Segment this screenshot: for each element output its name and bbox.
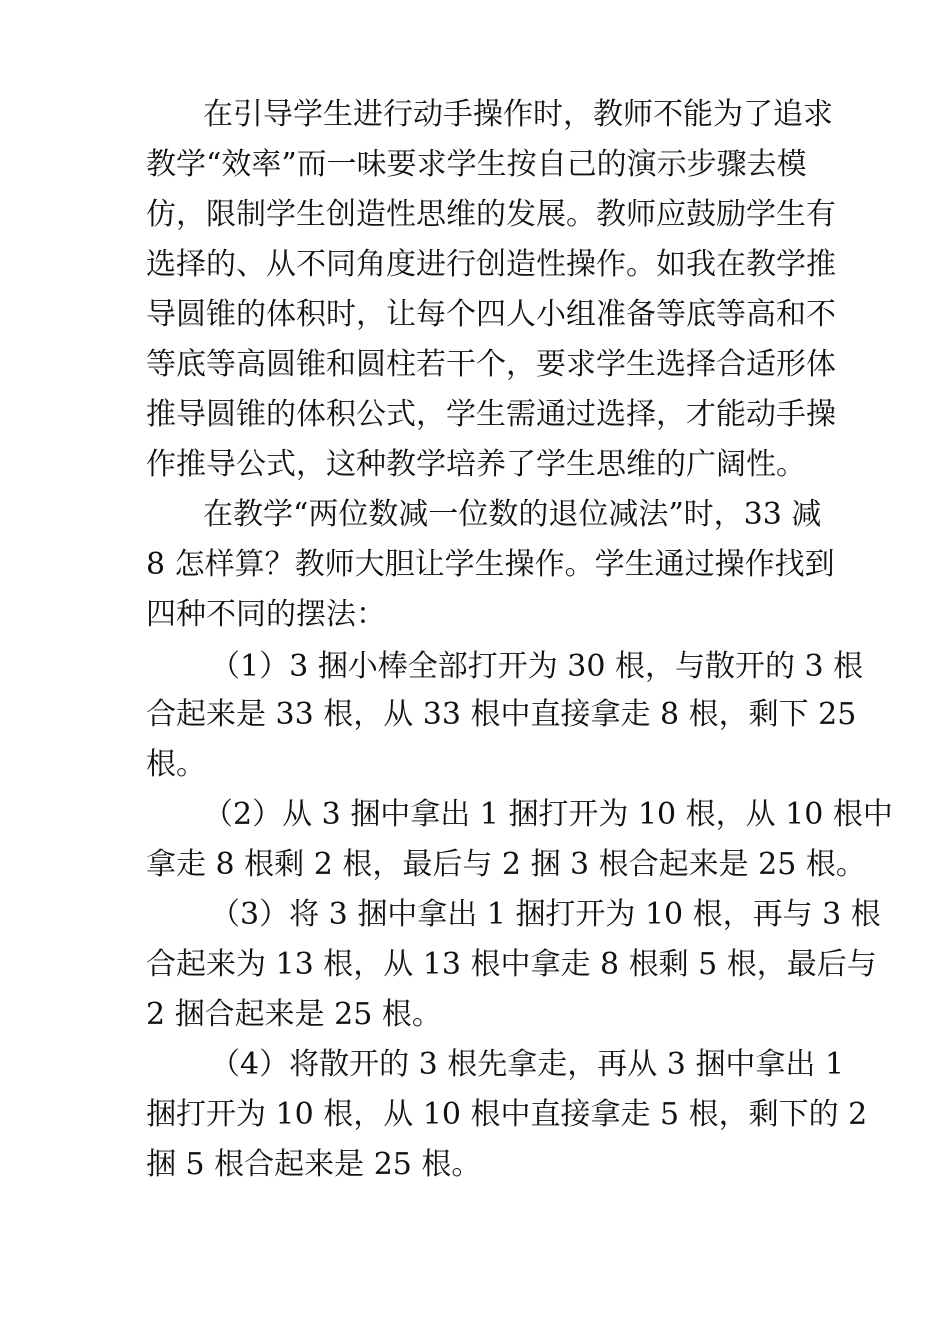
list-item-line: （1）3 捆小棒全部打开为 30 根，与散开的 3 根 (210, 649, 864, 684)
list-item-line: 拿走 8 根剩 2 根，最后与 2 捆 3 根合起来是 25 根。 (146, 847, 866, 882)
list-item-line: （2）从 3 捆中拿出 1 捆打开为 10 根，从 10 根中 (203, 797, 893, 832)
list-item-line: （4）将散开的 3 根先拿走，再从 3 捆中拿出 1 (210, 1047, 845, 1082)
list-item-line: 合起来为 13 根，从 13 根中拿走 8 根剩 5 根，最后与 (146, 947, 877, 982)
list-item-line: 根。 (146, 747, 206, 782)
text-line: 四种不同的摆法： (146, 597, 386, 632)
text-line: 选择的、从不同角度进行创造性操作。如我在教学推 (146, 247, 836, 282)
text-line: 导圆锥的体积时，让每个四人小组准备等底等高和不 (146, 297, 836, 332)
text-line: 等底等高圆锥和圆柱若干个，要求学生选择合适形体 (146, 347, 836, 382)
text-line: 教学“效率”而一味要求学生按自己的演示步骤去模 (146, 147, 807, 182)
text-line: 作推导公式，这种教学培养了学生思维的广阔性。 (146, 447, 806, 482)
text-line: 在引导学生进行动手操作时，教师不能为了追求 (203, 97, 833, 132)
list-item-line: 捆打开为 10 根，从 10 根中直接拿走 5 根，剩下的 2 (146, 1097, 868, 1132)
text-line: 推导圆锥的体积公式，学生需通过选择，才能动手操 (146, 397, 836, 432)
text-line: 8 怎样算？教师大胆让学生操作。学生通过操作找到 (146, 547, 835, 582)
list-item-line: 2 捆合起来是 25 根。 (146, 997, 442, 1032)
text-line: 在教学“两位数减一位数的退位减法”时，33 减 (203, 497, 822, 532)
list-item-line: 捆 5 根合起来是 25 根。 (146, 1147, 482, 1182)
list-item-line: （3）将 3 捆中拿出 1 捆打开为 10 根，再与 3 根 (210, 897, 881, 932)
list-item-line: 合起来是 33 根，从 33 根中直接拿走 8 根，剩下 25 (146, 697, 857, 732)
text-line: 仿，限制学生创造性思维的发展。教师应鼓励学生有 (146, 197, 836, 232)
